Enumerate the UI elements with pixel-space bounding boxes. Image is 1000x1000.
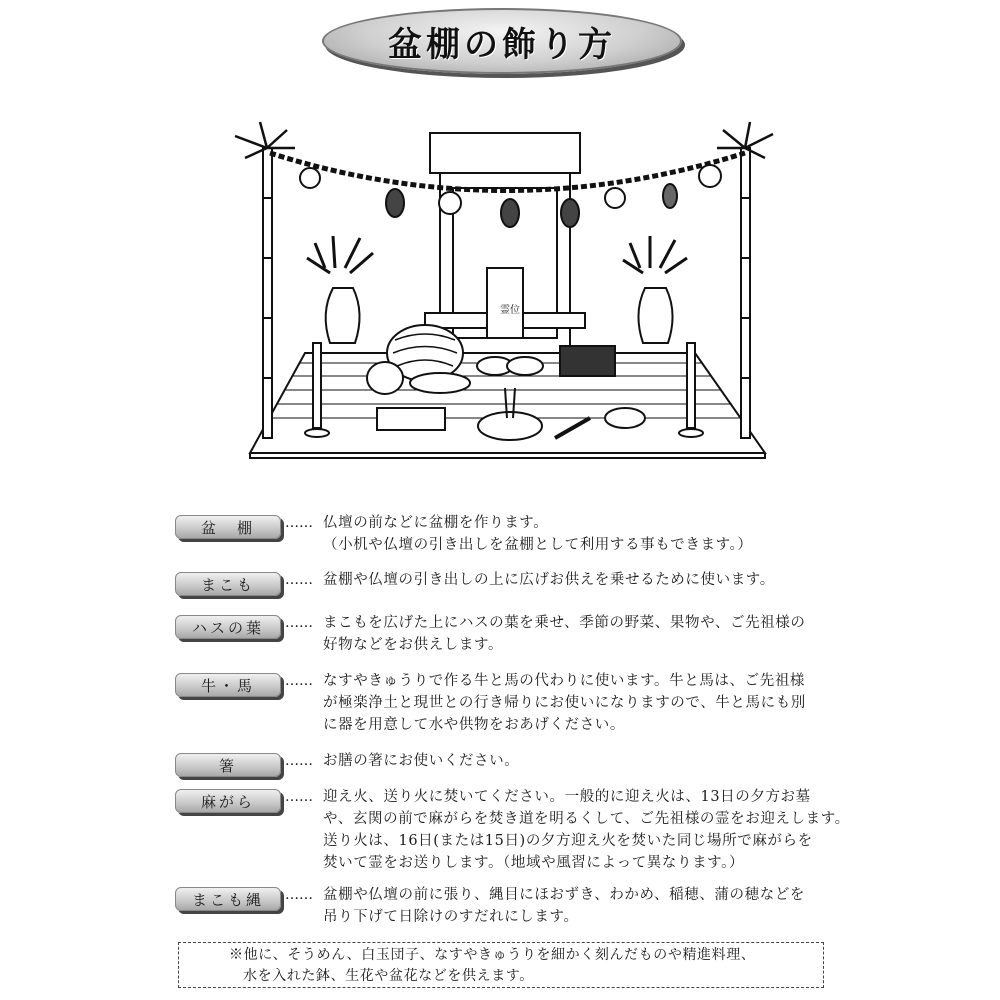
item-description [323,750,519,772]
note-box [178,942,824,988]
item-label: 箸 [175,753,281,777]
item-hasu-no-ha [175,612,835,670]
leader-dots: …… [285,753,313,769]
description-line: や、玄関の前で麻がらを焚き道を明るくして、ご先祖様の霊をお迎えします。 [323,811,850,827]
description-line: なすやきゅうりで作る牛と馬の代わりに使います。牛と馬は、ご先祖様 [323,673,806,689]
leader-dots: …… [285,515,313,531]
leader-dots: …… [285,887,313,903]
item-asagara [175,786,850,884]
bamboo-pole-right [717,122,773,438]
description-line: 迎え火、送り火に焚いてください。一般的に迎え火は、13日の夕方お墓 [323,789,811,805]
item-description [323,612,805,656]
description-line: 好物などをお供えします。 [323,637,504,653]
item-ushi-uma [175,670,835,750]
item-label: ハスの葉 [175,615,281,639]
item-description [323,670,806,736]
description-line: 盆棚や仏壇の前に張り、縄目にほおずき、わかめ、稲穂、蒲の穂などを [323,887,806,903]
item-hashi [175,750,835,786]
item-bondana [175,512,835,569]
item-label: 盆 棚 [175,515,281,539]
item-description [323,884,805,928]
description-line: お膳の箸にお使いください。 [323,753,520,769]
page-title [322,8,682,74]
item-description [323,512,753,556]
svg-text:霊位: 霊位 [500,305,520,316]
item-makomo [175,569,835,612]
flower-vase-right [623,236,687,343]
item-description [323,786,850,874]
item-description [323,569,775,591]
item-label: まこも縄 [175,887,281,911]
description-line: が極楽浄土と現世との行き帰りにお使いになりますので、牛と馬にも別 [323,695,806,711]
description-line: 吊り下げて日除けのすだれにします。 [323,909,579,925]
butsudan-shrine [425,133,585,353]
title-text: 盆棚の飾り方 [388,24,616,65]
leader-dots: …… [285,615,313,631]
item-label: 麻がら [175,789,281,813]
note-line: 水を入れた鉢、生花や盆花などを供えます。 [243,968,534,984]
description-line: 盆棚や仏壇の引き出しの上に広げお供えを乗せるために使います。 [323,572,775,588]
description-line: 焚いて霊をお送りします。（地域や風習によって異なります。） [323,855,745,871]
leader-dots: …… [285,572,313,588]
leader-dots: …… [285,673,313,689]
leader-dots: …… [285,789,313,805]
description-line: 仏壇の前などに盆棚を作ります。 [323,515,549,531]
description-line: まこもを広げた上にハスの葉を乗せ、季節の野菜、果物や、ご先祖様の [323,615,806,631]
bon-altar-illustration [225,118,775,463]
description-line: 送り火は、16日(または15日)の夕方迎え火を焚いた同じ場所で麻がらを [323,833,813,849]
description-line: に器を用意して水や供物をおあげください。 [323,717,625,733]
item-list [175,512,850,934]
item-label: 牛・馬 [175,673,281,697]
item-makomo-nawa [175,884,835,934]
flower-vase-left [307,236,373,343]
note-line: ※他に、そうめん、白玉団子、なすやきゅうりを細かく刻んだものや精進料理、 [229,947,756,963]
description-line: （小机や仏壇の引き出しを盆棚として利用する事もできます。） [323,537,753,553]
item-label: まこも [175,572,281,596]
